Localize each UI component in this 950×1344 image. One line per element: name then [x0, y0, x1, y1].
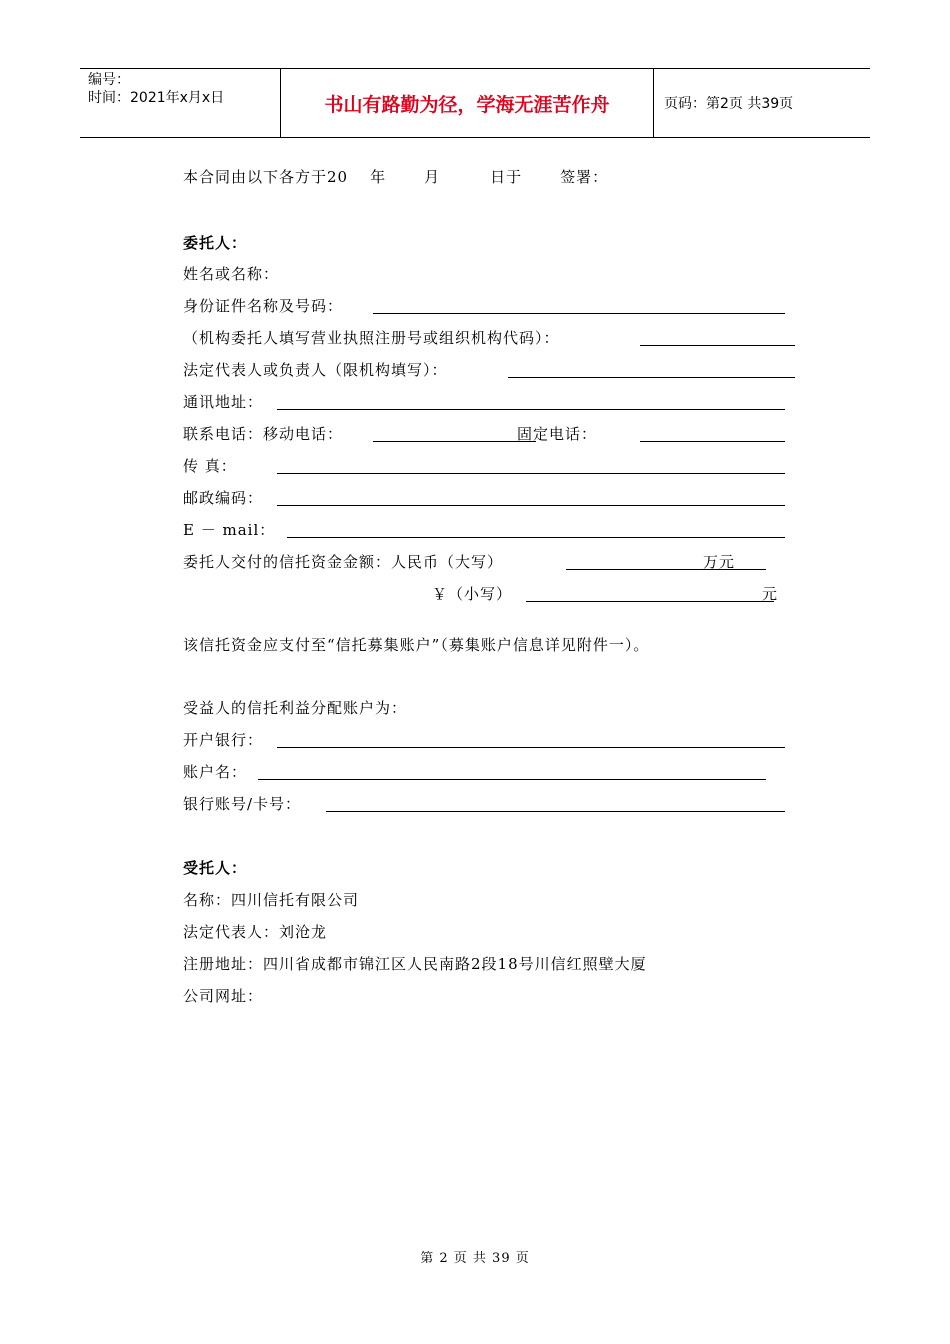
beneficiary-account-no-label: 银行账号/卡号： — [183, 795, 302, 813]
fixed-underline[interactable] — [640, 441, 785, 442]
id-underline[interactable] — [373, 313, 785, 314]
trustor-email-label: E － mail： — [183, 521, 276, 539]
intro-year: 年 — [370, 168, 387, 186]
trustee-heading: 受托人： — [183, 859, 248, 877]
phone-label: 联系电话： — [183, 425, 264, 443]
amount-small-underline[interactable] — [526, 601, 774, 602]
trustor-fax-label: 传 真： — [183, 457, 237, 475]
trustor-postcode-label: 邮政编码： — [183, 489, 264, 507]
trustee-website: 公司网址： — [183, 987, 264, 1005]
trustor-legal-rep-label: 法定代表人或负责人（限机构填写）： — [183, 361, 448, 379]
email-underline[interactable] — [287, 537, 785, 538]
header-meta — [80, 69, 281, 137]
legal-rep-underline[interactable] — [508, 377, 795, 378]
fixed-label: 固定电话： — [517, 425, 598, 443]
mobile-underline[interactable] — [373, 441, 536, 442]
amount-small-label: ￥（小写） — [432, 585, 513, 603]
intro-sign: 签署： — [560, 168, 609, 186]
page-footer: 第 2 页 共 39 页 — [420, 1251, 530, 1266]
account-name-underline[interactable] — [258, 779, 766, 780]
postcode-underline[interactable] — [277, 505, 785, 506]
amount-unit-small: 元 — [762, 585, 779, 603]
intro-month: 月 — [424, 168, 441, 186]
beneficiary-bank-label: 开户银行： — [183, 731, 264, 749]
beneficiary-account-name-label: 账户名： — [183, 763, 248, 781]
intro-day: 日于 — [490, 168, 523, 186]
org-underline[interactable] — [640, 345, 795, 346]
beneficiary-heading: 受益人的信托利益分配账户为： — [183, 699, 408, 717]
trustor-id-label: 身份证件名称及号码： — [183, 297, 344, 315]
mobile-label: 移动电话： — [263, 425, 344, 443]
trustee-name: 名称：四川信托有限公司 — [183, 891, 360, 909]
header-motto: 书山有路勤为径，学海无涯苦作舟 — [281, 69, 654, 137]
trustee-address: 注册地址：四川省成都市锦江区人民南路2段18号川信红照壁大厦 — [183, 955, 647, 973]
trustor-address-label: 通讯地址： — [183, 393, 264, 411]
serial-label: 编号： — [88, 72, 130, 88]
header-page-info: 页码：第2页 共39页 — [664, 96, 794, 112]
intro-line — [183, 166, 608, 187]
time-label: 时间：2021年x月x日 — [88, 90, 225, 106]
page-header — [80, 68, 870, 138]
amount-label: 委托人交付的信托资金金额：人民币（大写） — [183, 553, 504, 571]
address-underline[interactable] — [277, 409, 785, 410]
trustee-legal-rep: 法定代表人：刘沧龙 — [183, 923, 328, 941]
amount-unit-big: 万元 — [703, 553, 736, 571]
fax-underline[interactable] — [277, 473, 785, 474]
amount-big-underline[interactable] — [566, 569, 766, 570]
bank-underline[interactable] — [277, 747, 785, 748]
payment-note: 该信托资金应支付至“信托募集账户”（募集账户信息详见附件一）。 — [183, 636, 650, 654]
trustor-heading: 委托人： — [183, 234, 248, 252]
trustor-name-label: 姓名或名称： — [183, 265, 280, 283]
account-no-underline[interactable] — [326, 811, 785, 812]
intro-part1: 本合同由以下各方于20 — [183, 168, 349, 186]
trustor-org-note: （机构委托人填写营业执照注册号或组织机构代码）： — [183, 329, 560, 347]
